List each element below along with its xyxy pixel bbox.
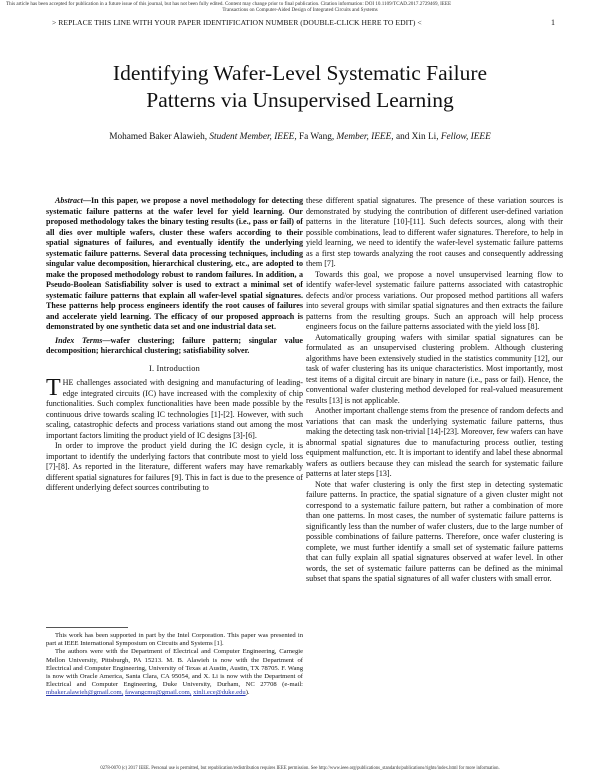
abstract [46, 196, 303, 333]
right-column [306, 196, 563, 585]
banner-line-1: This article has been accepted for publication in a future issue of this journal, but has not been fully edited. Content may change prior to final publication. Citation information: DOI 10.1109/TCAD.2017.2729469, IEEE [6, 1, 452, 7]
footnote-rule [46, 627, 128, 628]
footnotes [46, 627, 303, 698]
title-line-2: Patterns via Unsupervised Learning [146, 88, 454, 112]
right-paragraph-1: these different spatial signatures. The presence of these variation sources is demonstrated by studying the contribution of different user-defined variation patterns in the literature [10]-[11]. Such defects sources, along with their possible combinations, lead to different wafer signatures. Therefore, to help in yield learning, we need to identify the wafer-level systematic failure patterns as a first step towards analyzing the root causes and consequently addressing them [7]. [306, 196, 563, 268]
author-name-1: Mohamed Baker Alawieh, [109, 132, 208, 142]
abstract-lead: Abstract [55, 196, 83, 205]
page-number: 1 [551, 18, 555, 27]
author-name-3: and Xin Li, [395, 132, 439, 142]
author-affiliation-2: Member, IEEE, [336, 132, 394, 142]
author-name-2: Fa Wang, [298, 132, 335, 142]
intro-paragraph-1 [46, 375, 303, 441]
email-link-3[interactable]: xinli.ece@duke.edu [193, 689, 246, 697]
index-terms-lead: Index Terms [55, 335, 103, 345]
drop-cap: T [46, 375, 61, 401]
banner-line-2: Transactions on Computer-Aided Design of Integrated Circuits and Systems [222, 7, 378, 14]
author-affiliation-1: Student Member, IEEE, [209, 132, 297, 142]
abstract-text: —In this paper, we propose a novel methodology for detecting systematic failure patterns at the wafer level for yield learning. Our proposed methodology takes the binary testing results (i.e., pass or fail) of all dies over multiple wafers, cluster these wafers according to their spatial signatures of failures, and eventually identify the underlying systematic failure patterns. Several data processing techniques, including singular value decomposition, hierarchical clustering, etc., are adopted to make the proposed methodology robust to random failures. In addition, a Pseudo-Boolean Satisfiability solver is used to extract a minimal set of systematic failure patterns that explain all wafer-level spatial signatures. These patterns help process engineers identify the root causes of failures and accelerate yield learning. The efficacy of our proposed approach is demonstrated by one synthetic data set and one industrial data set. [46, 196, 303, 331]
intro-paragraph-1-text: HE challenges associated with designing and manufacturing of leading-edge integrated circuits (IC) have increased with the complexity of chip functionalities. Such complex functionalities have been made possible by the continuous drive towards scaling IC technologies [1]-[2]. However, with such scaling, catastrophic defects and process variations stand out among the most important factors limiting the product yield of IC designs [3]-[6]. [46, 378, 303, 440]
email-link-1[interactable]: mbaker.alawieh@gmail.com, [46, 689, 124, 697]
paper-title [40, 60, 560, 114]
publication-banner [6, 1, 594, 13]
section-heading-introduction: I. Introduction [149, 363, 200, 373]
intro-paragraph-2: In order to improve the product yield during the IC design cycle, it is important to identify the underlying factors that contribute most to yield loss [7]-[8]. As reported in the literature, different wafers may have remarkably different spatial signatures for failures [9]. This in fact is due to the presence of different underlying defect sources contributing to [46, 441, 303, 492]
email-link-2[interactable]: fawangcmu@gmail.com, [124, 689, 192, 697]
footnote-funding: This work has been supported in part by the Intel Corporation. This paper was presented in part at IEEE International Symposium on Circuits and Systems [1]. [46, 632, 303, 648]
footnote-affiliations-end: ). [245, 689, 250, 697]
copyright-footer: 0278-0070 (c) 2017 IEEE. Personal use is permitted, but republication/redistribution requires IEEE permission. See http://www.ieee.org/publications_standards/publications/rights/index.html for more information. [100, 766, 500, 771]
left-column [46, 196, 303, 494]
right-paragraph-2: Towards this goal, we propose a novel unsupervised learning flow to identify wafer-level systematic failure patterns associated with catastrophic defects and/or process variations. Our proposed method partitions all wafers into several groups with similar spatial signatures and then extracts the failure patterns from the resulting groups. Such an approach will help process engineers focus on the failure patterns associated with the yield loss [8]. [306, 269, 563, 331]
title-line-1: Identifying Wafer-Level Systematic Failure [112, 61, 488, 85]
footnote-affiliations-text: The authors were with the Department of Electrical and Computer Engineering, Carnegie Mellon University, Pittsburgh, PA 15213. M. B. Alawieh is now with the Department of Electrical and Computer Engineering, University of Texas at Austin, Austin, TX 78705. F. Wang is now with Oracle America, Santa Clara, CA 95054, and X. Li is now with the Department of Electrical and Computer Engineering, Duke University, Durham, NC 27708 (e-mail: [46, 648, 303, 689]
right-paragraph-4: Another important challenge stems from the presence of random defects and variations that can mask the underlying systematic failure patterns, thus making the detecting task non-trivial [14]-[23]. Moreover, few wafers can have abnormal spatial signatures due to manufacturing process outlier, testing equipment malfunction, etc. It is important to identify and label these abnormal wafers as outliers because they can mislead the search for systematic failure patterns at later steps [13]. [306, 406, 563, 478]
author-affiliation-3: Fellow, IEEE [440, 132, 491, 142]
index-terms [46, 336, 303, 357]
right-paragraph-5: Note that wafer clustering is only the first step in detecting systematic failure patterns. In practice, the spatial signature of a given cluster might not correspond to a systematic failure pattern, but rather a combination of more than one patterns. In most cases, the number of systematic failure patterns is significantly less than the number of wafer clusters, due to the large number of possible combinations of failure patterns. Therefore, once wafer clustering is complete, we must further identify a small set of systematic failure patterns that can fully explain all spatial signatures observed at wafer level. In other words, the set of systematic failure patterns can be defined as the minimal subset that spans the spatial signatures of all wafer clusters with small error. [306, 479, 563, 583]
author-list [78, 131, 522, 144]
right-paragraph-3: Automatically grouping wafers with similar spatial signatures can be formulated as an unsupervised clustering problem. Although clustering algorithms have been extensively studied in the statistics community [12], our task of wafer clustering has its unique characteristics. Most importantly, most test items of a digital circuit are binary in nature (i.e., pass or fail). Hence, the conventional wafer clustering method developed for real-valued measurement results [13] is not applicable. [306, 332, 563, 405]
running-header: > REPLACE THIS LINE WITH YOUR PAPER IDENTIFICATION NUMBER (DOUBLE-CLICK HERE TO EDIT) < [52, 18, 422, 27]
index-terms-text: —wafer clustering; failure pattern; singular value decomposition; hierarchical clustering; satisfiability solver. [46, 335, 303, 355]
footnote-affiliations [46, 648, 303, 697]
